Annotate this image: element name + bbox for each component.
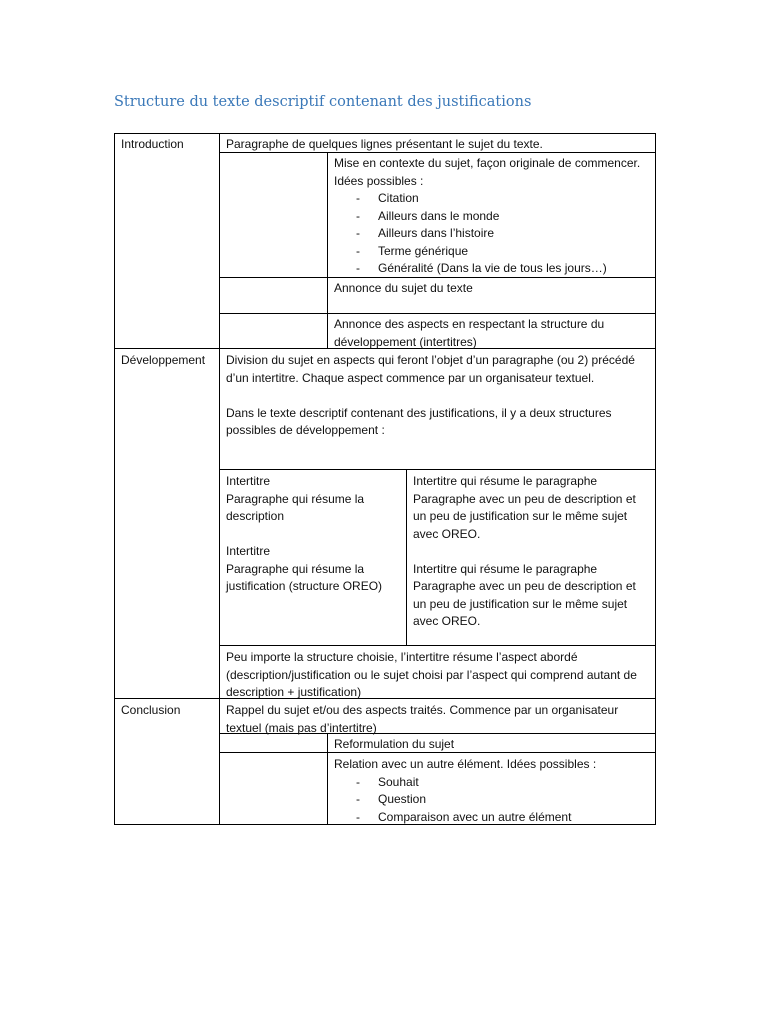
intertitre-label: Intertitre: [226, 544, 271, 558]
structure-a-cell: [220, 470, 406, 596]
section-label-text: Conclusion: [121, 703, 181, 717]
table-border-left: [114, 133, 115, 825]
relation-text: Relation avec un autre élément. Idées possibles :: [334, 757, 597, 771]
list-item: - Souhait: [334, 774, 649, 792]
developpement-paragraph: Division du sujet en aspects qui feront l’objet d’un paragraphe (ou 2) précédé d’un intertitre. Chaque aspect commence par un organisateur textuel.: [226, 353, 635, 385]
paragraph-description: Paragraphe qui résume la description: [226, 491, 365, 523]
section-label-conclusion: [115, 699, 219, 720]
mise-en-contexte-text: Mise en contexte du sujet, façon originale de commencer. Idées possibles :: [334, 156, 641, 188]
page-title: Structure du texte descriptif contenant des justifications: [114, 94, 532, 110]
relation-cell: [328, 753, 655, 826]
intertitre-label: Intertitre qui résume le paragraphe: [413, 474, 598, 488]
section-label-text: Introduction: [121, 137, 184, 151]
section-label-text: Développement: [121, 353, 206, 367]
list-item: - Terme générique: [334, 243, 649, 261]
annonce-aspects-text: Annonce des aspects en respectant la structure du développement (intertitres): [334, 317, 605, 349]
list-item: - Généralité (Dans la vie de tous les jours…): [334, 260, 649, 278]
intro-summary-cell: [220, 133, 655, 154]
developpement-note-text: Peu importe la structure choisie, l’intertitre résume l’aspect abordé (description/justification ou le sujet choisi par l’aspect qui comprend autant de description + justification): [226, 650, 637, 699]
table-border-right: [655, 133, 656, 825]
intertitre-label: Intertitre qui résume le paragraphe: [413, 561, 598, 576]
annonce-aspects-cell: [328, 313, 655, 351]
annonce-sujet-cell: [328, 277, 655, 298]
list-item: - Comparaison avec un autre élément: [334, 809, 649, 827]
paragraph-description: Paragraphe avec un peu de description et un peu de justification sur le même sujet avec OREO.: [413, 579, 636, 628]
paragraph-description: Paragraphe qui résume la justification (structure OREO): [226, 561, 383, 593]
structure-b-cell: [407, 470, 655, 631]
ideas-list: [334, 774, 649, 827]
developpement-paragraph: Dans le texte descriptif contenant des justifications, il y a deux structures possibles de développement :: [226, 405, 612, 437]
developpement-note-cell: [220, 646, 655, 702]
list-item: - Question: [334, 791, 649, 809]
paragraph-description: Paragraphe avec un peu de description et un peu de justification sur le même sujet avec OREO.: [413, 491, 636, 541]
ideas-list: [334, 190, 649, 278]
list-item: - Ailleurs dans l’histoire: [334, 225, 649, 243]
reformulation-text: Reformulation du sujet: [334, 737, 455, 751]
intertitre-label: Intertitre: [226, 474, 271, 488]
annonce-sujet-text: Annonce du sujet du texte: [334, 281, 473, 295]
section-label-introduction: [115, 133, 219, 154]
list-item: - Citation: [334, 190, 649, 208]
section-label-developpement: [115, 349, 219, 370]
rappel-cell: [220, 699, 655, 737]
list-item: - Ailleurs dans le monde: [334, 208, 649, 226]
reformulation-cell: [328, 733, 655, 754]
developpement-intro-cell: [220, 349, 655, 440]
mise-en-contexte-cell: [328, 152, 655, 278]
rappel-text: Rappel du sujet et/ou des aspects traités. Commence par un organisateur textuel (mais pas d’intertitre): [226, 703, 619, 735]
intro-summary-text: Paragraphe de quelques lignes présentant le sujet du texte.: [226, 137, 543, 151]
